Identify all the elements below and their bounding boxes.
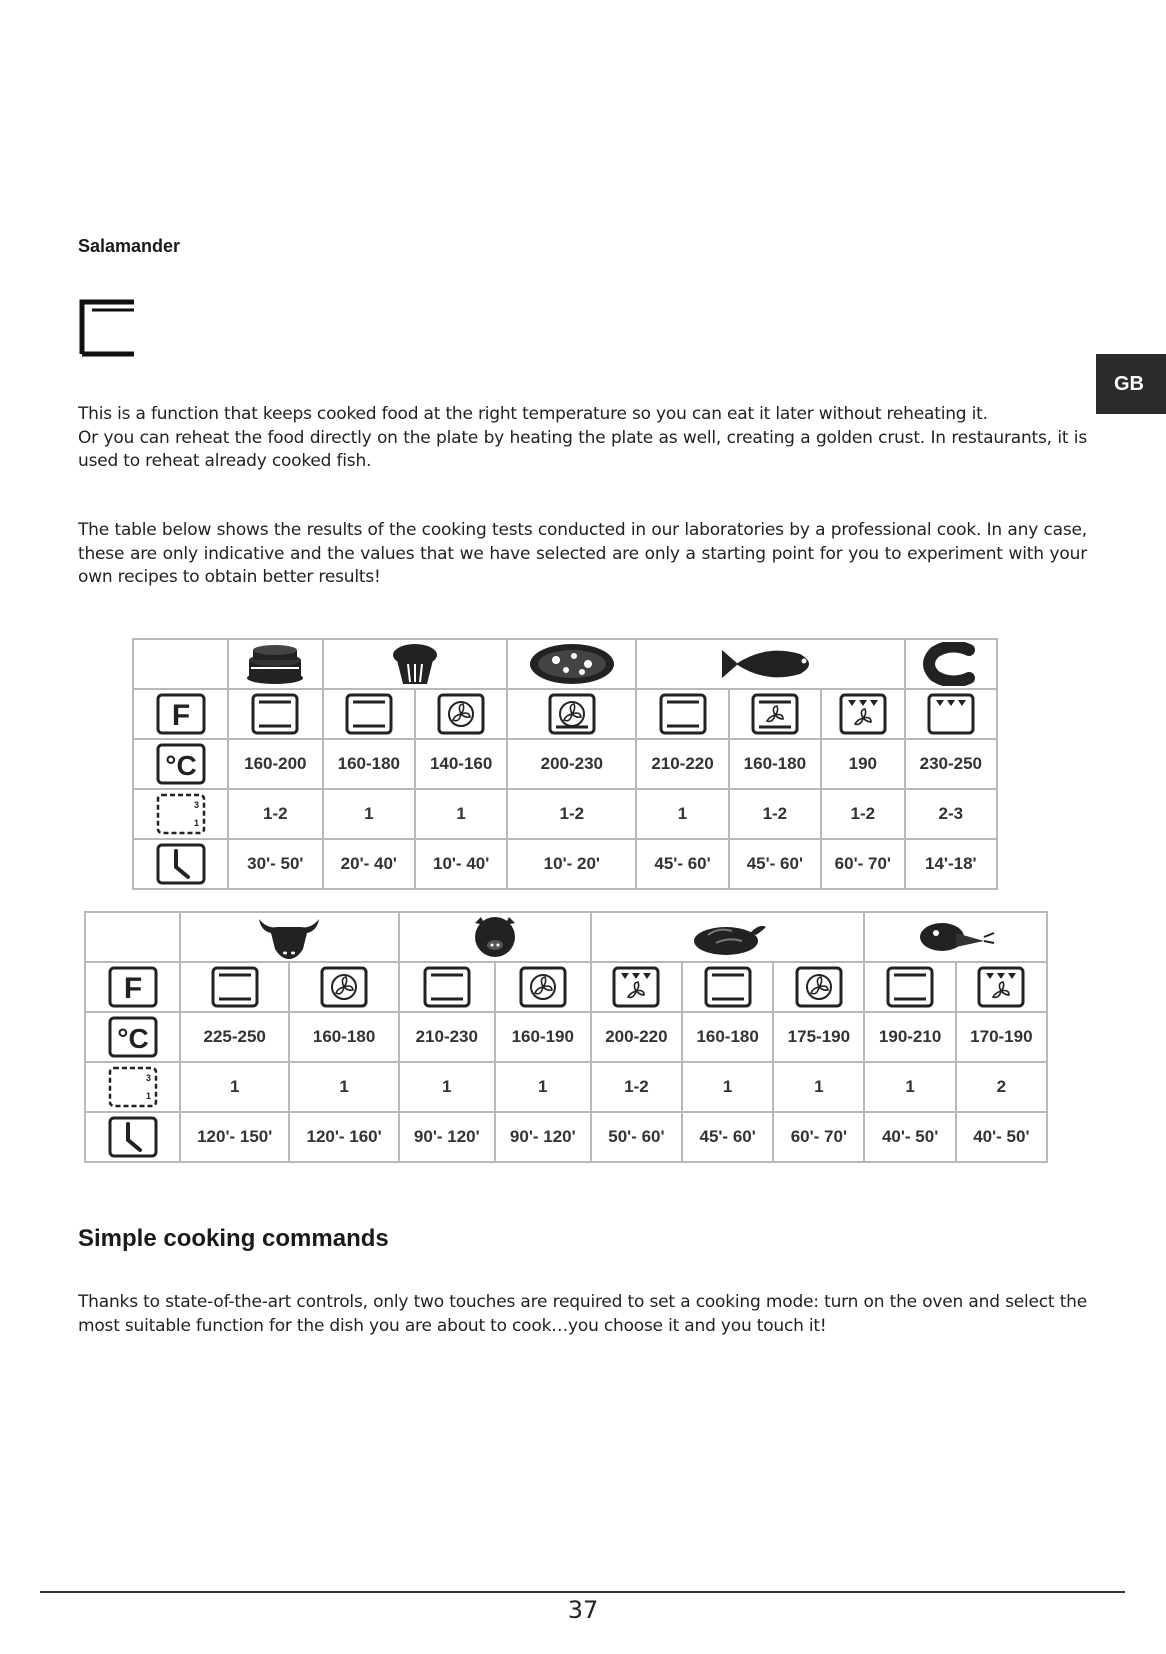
- function-cell: [773, 962, 864, 1012]
- shelf-cell: 2-3: [905, 789, 997, 839]
- intro-paragraph-1: This is a function that keeps cooked food at the right temperature so you can eat it later without reheating it.: [78, 404, 988, 424]
- temperature-cell: 160-190: [495, 1012, 591, 1062]
- function-cell: [495, 962, 591, 1012]
- shelf-cell: 1: [323, 789, 415, 839]
- temperature-row: [85, 1012, 1047, 1062]
- beef-icon: [257, 915, 321, 959]
- shelf-cell: 2: [956, 1062, 1047, 1112]
- intro-paragraph-2: Or you can reheat the food directly on the plate by heating the plate as well, creating a golden crust. In restaurants, it is used to reheat already cooked fish.: [78, 427, 1087, 471]
- function-cell: [821, 689, 905, 739]
- temperature-cell: 170-190: [956, 1012, 1047, 1062]
- fan-oven-icon: [320, 966, 368, 1008]
- function-label-text: F: [123, 972, 142, 1005]
- temperature-cell: 160-180: [323, 739, 415, 789]
- shelf-cell: 1: [495, 1062, 591, 1112]
- temperature-cell: 190-210: [864, 1012, 955, 1062]
- food-cell: [591, 912, 865, 962]
- function-cell: [507, 689, 636, 739]
- temperature-cell: 160-180: [729, 739, 821, 789]
- static-oven-icon: [704, 966, 752, 1008]
- temperature-label-text: °C: [164, 750, 197, 781]
- commands-paragraph: Thanks to state-of-the-art controls, only two touches are required to set a cooking mode: turn on the oven and select the most suitable function for the dish you are about to cook…you choose it and you touch it!: [78, 1292, 1087, 1336]
- table-intro-paragraph: The table below shows the results of the cooking tests conducted in our laboratories by a professional cook. In any case, these are only indicative and the values that we have selected are only a starting point for you to experiment with your own recipes to obtain better results!: [78, 520, 1087, 587]
- chicken-icon: [688, 917, 768, 957]
- function-cell: [682, 962, 773, 1012]
- static-oven-icon: [886, 966, 934, 1008]
- fan-oven-icon: [519, 966, 567, 1008]
- corner-cell: [133, 639, 228, 689]
- temperature-cell: 175-190: [773, 1012, 864, 1062]
- shelf-cell: 1-2: [821, 789, 905, 839]
- static-oven-icon: [251, 693, 299, 735]
- shelf-label-icon: [156, 793, 206, 835]
- temperature-cell: 230-250: [905, 739, 997, 789]
- shelf-cell: 1-2: [591, 1062, 682, 1112]
- fan-oven-icon: [437, 693, 485, 735]
- time-cell: 120'- 150': [180, 1112, 289, 1162]
- time-row: [133, 839, 997, 889]
- food-row: [85, 912, 1047, 962]
- shelf-bottom-text: 1: [145, 1091, 151, 1101]
- function-label-cell: [85, 962, 180, 1012]
- function-cell: [636, 689, 728, 739]
- shelf-cell: 1: [682, 1062, 773, 1112]
- grill-fan-oven-icon: [612, 966, 660, 1008]
- shelf-cell: 1: [864, 1062, 955, 1112]
- time-cell: 90'- 120': [399, 1112, 495, 1162]
- commands-text: [78, 1291, 1087, 1338]
- fish-icon: [720, 644, 820, 684]
- grill-oven-icon: [927, 693, 975, 735]
- temperature-label-text: °C: [116, 1023, 149, 1054]
- temperature-cell: 160-200: [228, 739, 323, 789]
- shelf-cell: 1: [180, 1062, 289, 1112]
- temperature-cell: 210-220: [636, 739, 728, 789]
- static-oven-icon: [211, 966, 259, 1008]
- time-cell: 30'- 50': [228, 839, 323, 889]
- function-cell: [289, 962, 398, 1012]
- intro-text: [78, 403, 1087, 474]
- cooking-table-2: [84, 911, 1048, 1163]
- page-number: 37: [567, 1596, 599, 1624]
- function-cell: [864, 962, 955, 1012]
- temperature-row: [133, 739, 997, 789]
- shelf-cell: 1: [399, 1062, 495, 1112]
- temperature-label-cell: [85, 1012, 180, 1062]
- shelf-cell: 1: [415, 789, 507, 839]
- function-cell: [905, 689, 997, 739]
- pizza-icon: [528, 642, 616, 686]
- time-label-cell: [133, 839, 228, 889]
- grill-fan-oven-icon: [839, 693, 887, 735]
- function-label-text: F: [171, 699, 190, 732]
- function-label-icon: [156, 693, 206, 735]
- shelf-row: [85, 1062, 1047, 1112]
- shelf-row: [133, 789, 997, 839]
- temperature-cell: 200-230: [507, 739, 636, 789]
- shelf-cell: 1: [773, 1062, 864, 1112]
- shelf-label-cell: [133, 789, 228, 839]
- time-cell: 45'- 60': [636, 839, 728, 889]
- time-cell: 60'- 70': [821, 839, 905, 889]
- time-cell: 14'-18': [905, 839, 997, 889]
- language-tab: GB: [1096, 354, 1166, 414]
- shelf-label-cell: [85, 1062, 180, 1112]
- fan-grill-oven-icon: [751, 693, 799, 735]
- food-cell: [180, 912, 399, 962]
- time-cell: 40'- 50': [864, 1112, 955, 1162]
- fan-oven-icon: [795, 966, 843, 1008]
- shelf-bottom-text: 1: [193, 818, 199, 828]
- shelf-top-text: 3: [193, 800, 199, 810]
- clock-icon: [156, 843, 206, 885]
- function-cell: [399, 962, 495, 1012]
- shelf-cell: 1-2: [228, 789, 323, 839]
- temperature-label-icon: [156, 743, 206, 785]
- time-cell: 10'- 40': [415, 839, 507, 889]
- shelf-cell: 1: [289, 1062, 398, 1112]
- static-oven-icon: [659, 693, 707, 735]
- food-cell: [905, 639, 997, 689]
- time-cell: 10'- 20': [507, 839, 636, 889]
- time-cell: 120'- 160': [289, 1112, 398, 1162]
- food-row: [133, 639, 997, 689]
- function-cell: [591, 962, 682, 1012]
- time-cell: 45'- 60': [729, 839, 821, 889]
- pork-icon: [469, 915, 521, 959]
- food-cell: [636, 639, 904, 689]
- sausage-icon: [921, 642, 981, 686]
- function-label-icon: [108, 966, 158, 1008]
- section-title: Salamander: [78, 236, 181, 256]
- cake-icon: [243, 642, 307, 686]
- function-cell: [956, 962, 1047, 1012]
- function-cell: [729, 689, 821, 739]
- corner-cell: [85, 912, 180, 962]
- temperature-label-cell: [133, 739, 228, 789]
- temperature-cell: 140-160: [415, 739, 507, 789]
- time-cell: 20'- 40': [323, 839, 415, 889]
- temperature-cell: 160-180: [682, 1012, 773, 1062]
- function-row: [133, 689, 997, 739]
- salamander-function-icon: [78, 296, 140, 358]
- shelf-top-text: 3: [145, 1073, 151, 1083]
- temperature-cell: 200-220: [591, 1012, 682, 1062]
- food-cell: [228, 639, 323, 689]
- time-cell: 45'- 60': [682, 1112, 773, 1162]
- shelf-cell: 1-2: [729, 789, 821, 839]
- table-intro-text: [78, 519, 1087, 590]
- temperature-cell: 190: [821, 739, 905, 789]
- food-cell: [507, 639, 636, 689]
- function-cell: [228, 689, 323, 739]
- food-cell: [323, 639, 508, 689]
- clock-icon: [108, 1116, 158, 1158]
- temperature-label-icon: [108, 1016, 158, 1058]
- temperature-cell: 225-250: [180, 1012, 289, 1062]
- food-cell: [399, 912, 591, 962]
- time-label-cell: [85, 1112, 180, 1162]
- time-cell: 90'- 120': [495, 1112, 591, 1162]
- cooking-table-1: [132, 638, 998, 890]
- muffin-icon: [390, 642, 440, 686]
- static-oven-icon: [423, 966, 471, 1008]
- food-cell: [864, 912, 1047, 962]
- function-cell: [323, 689, 415, 739]
- shelf-cell: 1: [636, 789, 728, 839]
- function-label-cell: [133, 689, 228, 739]
- function-cell: [180, 962, 289, 1012]
- footer-divider: [40, 1591, 1125, 1593]
- shelf-cell: 1-2: [507, 789, 636, 839]
- time-cell: 40'- 50': [956, 1112, 1047, 1162]
- grill-fan-oven-icon: [977, 966, 1025, 1008]
- temperature-cell: 160-180: [289, 1012, 398, 1062]
- time-row: [85, 1112, 1047, 1162]
- temperature-cell: 210-230: [399, 1012, 495, 1062]
- static-oven-icon: [345, 693, 393, 735]
- time-cell: 50'- 60': [591, 1112, 682, 1162]
- vegetables-icon: [916, 917, 996, 957]
- section-heading: Simple cooking commands: [78, 1225, 389, 1252]
- shelf-label-icon: [108, 1066, 158, 1108]
- fan-base-oven-icon: [548, 693, 596, 735]
- function-row: [85, 962, 1047, 1012]
- function-cell: [415, 689, 507, 739]
- time-cell: 60'- 70': [773, 1112, 864, 1162]
